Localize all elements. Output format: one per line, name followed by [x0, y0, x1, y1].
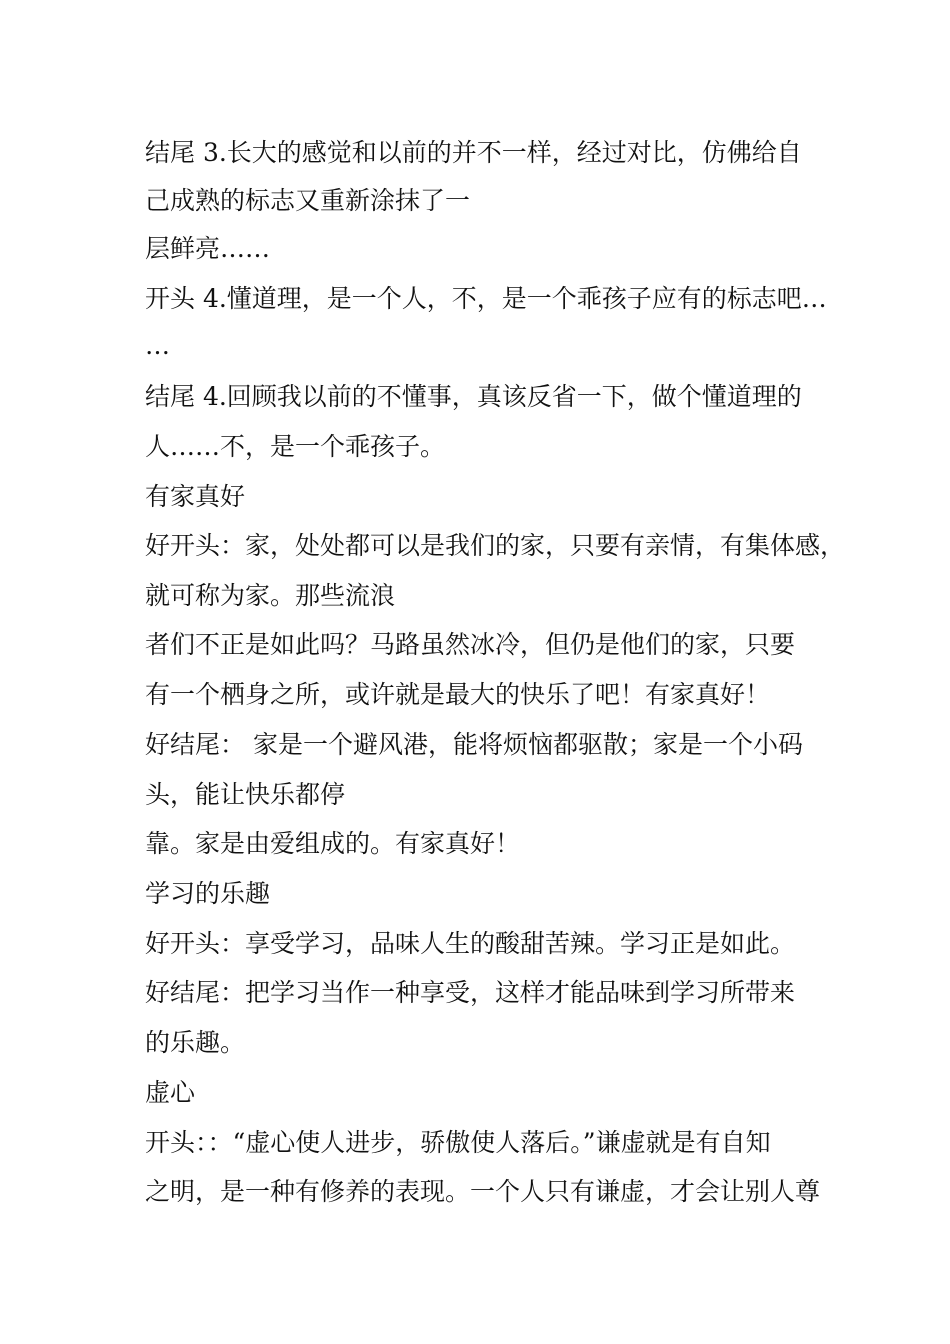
text-line: 层鲜亮…… [145, 234, 271, 263]
text-line: 好结尾： 家是一个避风港，能将烦恼都驱散；家是一个小码 [145, 730, 803, 759]
text-line: 好结尾：把学习当作一种享受，这样才能品味到学习所带来 [145, 978, 796, 1007]
text-line: 者们不正是如此吗？马路虽然冰冷，但仍是他们的家，只要 [145, 630, 796, 659]
text-line: … [145, 331, 170, 360]
section-heading: 有家真好 [145, 482, 246, 511]
section-heading: 虚心 [145, 1078, 196, 1107]
text-line: 就可称为家。那些流浪 [145, 581, 396, 610]
text-line: 好开头：享受学习，品味人生的酸甜苦辣。学习正是如此。 [145, 929, 796, 958]
text-line: 己成熟的标志又重新涂抹了一 [145, 186, 471, 215]
text-line: 结尾 3.长大的感觉和以前的并不一样，经过对比，仿佛给自 [145, 138, 802, 167]
text-line: 有一个栖身之所，或许就是最大的快乐了吧！有家真好！ [145, 680, 771, 709]
text-line: 开头：：“虚心使人进步，骄傲使人落后。”谦虚就是有自知 [145, 1128, 771, 1157]
section-heading: 学习的乐趣 [145, 879, 271, 908]
text-line: 头，能让快乐都停 [145, 780, 346, 809]
text-line: 结尾 4.回顾我以前的不懂事，真该反省一下，做个懂道理的 [145, 382, 802, 411]
text-line: 靠。家是由爱组成的。有家真好！ [145, 829, 521, 858]
text-line: 的乐趣。 [145, 1028, 246, 1057]
text-line: 之明，是一种有修养的表现。一个人只有谦虚，才会让别人尊 [145, 1177, 821, 1206]
text-line: 开头 4.懂道理，是一个人，不，是一个乖孩子应有的标志吧… [145, 284, 827, 313]
text-line: 好开头：家，处处都可以是我们的家，只要有亲情，有集体感， [145, 531, 846, 560]
text-line: 人……不，是一个乖孩子。 [145, 432, 446, 461]
